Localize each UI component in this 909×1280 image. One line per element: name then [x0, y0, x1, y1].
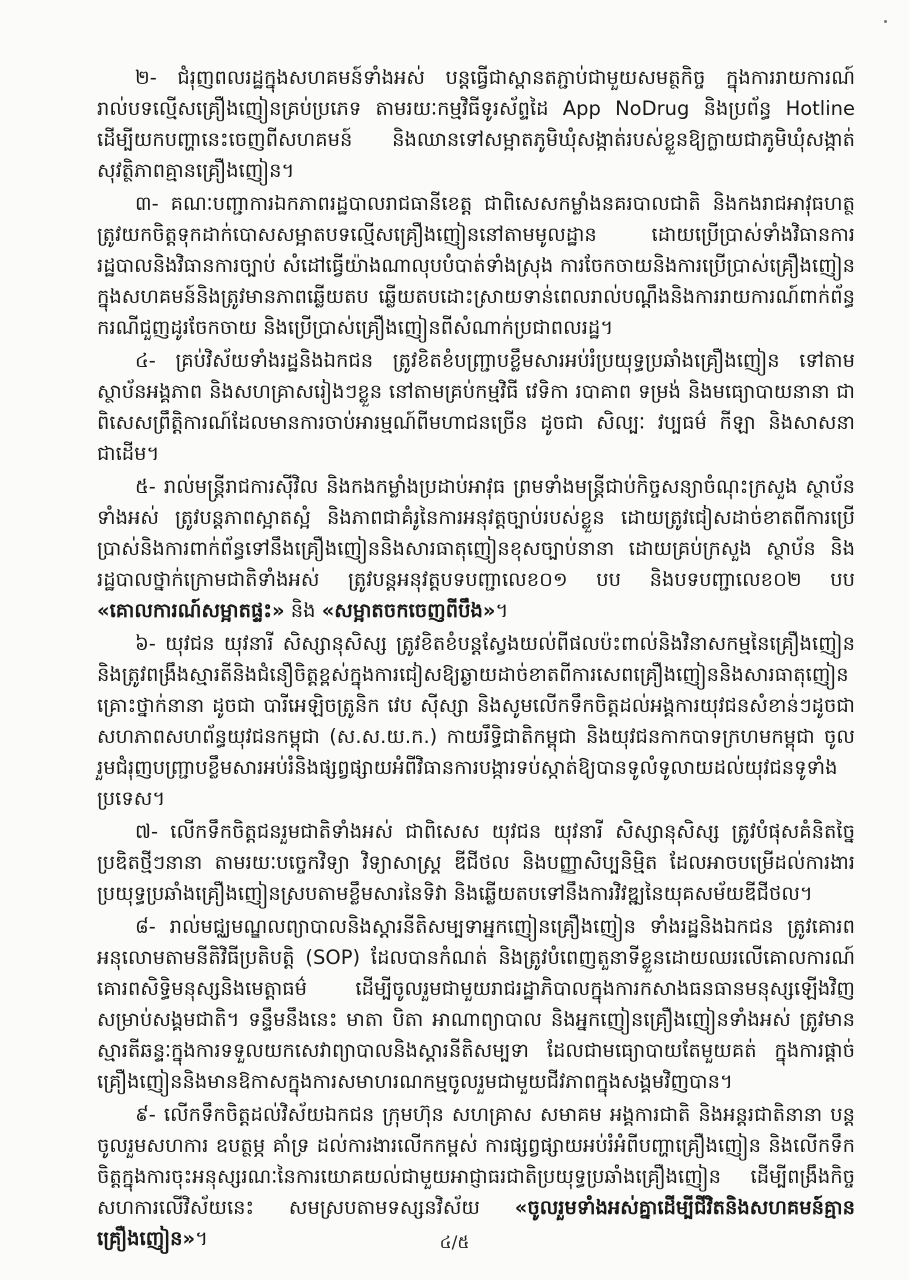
paragraph-6	[97, 628, 855, 814]
paragraph-5-slogan-1: «គោលការណ៍សម្អាតផ្ទះ»	[97, 599, 285, 622]
paragraph-9-end: ។	[195, 1227, 208, 1250]
paragraph-7-text: ៧- លើកទឹកចិត្តជនរួមជាតិទាំងអស់ ជាពិសេស យុវជន យុវនារី សិស្សានុសិស្ស ត្រូវបំផុសគំនិតច្នៃប្រឌិតថ្មីៗនានា តាមរយៈបច្ចេកវិទ្យា វិទ្យាសាស្ត្រ ឌីជីថល និងបញ្ញាសិប្បនិម្មិត ដែលអាចបម្រើដល់ការងារប្រយុទ្ធប្រឆាំងគ្រឿងញៀនស្របតាមខ្លឹមសារនៃទិវា និងឆ្លើយតបទៅនឹងការវិវឌ្ឍនៃយុគសម័យឌីជីថល។	[97, 820, 855, 905]
paragraph-5-end: ។	[495, 599, 509, 622]
paragraph-2-text: ២- ជំរុញពលរដ្ឋក្នុងសហគមន៍ទាំងអស់ បន្តធ្វើជាស្ពានតភ្ជាប់ជាមួយសមត្ថកិច្ច ក្នុងការរាយការណ៍រាល់បទល្មើសគ្រឿងញៀនគ្រប់ប្រភេទ តាមរយៈកម្មវិធីទូរស័ព្ទដៃ App NoDrug និងប្រព័ន្ធ Hotline ដើម្បីយកបញ្ហានេះចេញពីសហគមន៍ និងឈានទៅសម្អាតភូមិឃុំសង្កាត់របស់ខ្លួនឱ្យក្លាយជាភូមិឃុំសង្កាត់សុវត្ថិភាពគ្មានគ្រឿងញៀន។	[97, 66, 855, 182]
paragraph-8	[97, 911, 855, 1097]
paragraph-3-text: ៣- គណៈបញ្ជាការឯកភាពរដ្ឋបាលរាជធានីខេត្ត ជាពិសេសកម្លាំងនគរបាលជាតិ និងកងរាជអាវុធហត្ថត្រូវយកចិត្តទុកដាក់បោសសម្អាតបទល្មើសគ្រឿងញៀននៅតាមមូលដ្ឋាន ដោយប្រើប្រាស់ទាំងវិធានការរដ្ឋបាលនិងវិធានការច្បាប់ សំដៅធ្វើយ៉ាងណាលុបបំបាត់ទាំងស្រុង ការចែកចាយនិងការប្រើប្រាស់គ្រឿងញៀនក្នុងសហគមន៍និងត្រូវមានភាពឆ្លើយតប ឆ្លើយតបដោះស្រាយទាន់ពេលរាល់បណ្ដឹងនិងការរាយការណ៍ពាក់ព័ន្ធករណីជួញដូរចែកចាយ និងប្រើប្រាស់គ្រឿងញៀនពីសំណាក់ប្រជាពលរដ្ឋ។	[97, 192, 855, 339]
paragraph-5-text: ៥- រាល់មន្ត្រីរាជការស៊ីវិល និងកងកម្លាំងប្រដាប់អាវុធ ព្រមទាំងមន្ត្រីជាប់កិច្ចសន្យាចំណុះក្រសួង ស្ថាប័នទាំងអស់ ត្រូវបន្តភាពស្អាតស្អំ និងភាពជាគំរូនៃការអនុវត្តច្បាប់របស់ខ្លួន ដោយត្រូវជៀសដាច់ខាតពីការប្រើប្រាស់និងការពាក់ព័ន្ធទៅនឹងគ្រឿងញៀននិងសារធាតុញៀនខុសច្បាប់នានា ដោយគ្រប់ក្រសួង ស្ថាប័ន និងរដ្ឋបាលថ្នាក់ក្រោមជាតិទាំងអស់ ត្រូវបន្តអនុវត្តបទបញ្ជាលេខ០១ បប និងបទបញ្ជាលេខ០២ បប	[97, 475, 855, 591]
paragraph-5-conjunction: និង	[284, 599, 322, 622]
scan-speck	[884, 20, 887, 23]
paragraph-5	[97, 471, 855, 626]
paragraph-9-text: ៩- លើកទឹកចិត្តដល់វិស័យឯកជន ក្រុមហ៊ុន សហគ្រាស សមាគម អង្គការជាតិ និងអន្តរជាតិនានា បន្តចូលរួមសហការ ឧបត្ថម្ភ គាំទ្រ ដល់ការងារលើកកម្ពស់ ការផ្សព្វផ្សាយអប់រំអំពីបញ្ហាគ្រឿងញៀន និងលើកទឹកចិត្តក្នុងការចុះអនុស្សរណៈនៃការយោគយល់ជាមួយអាជ្ញាធរជាតិប្រយុទ្ធប្រឆាំងគ្រឿងញៀន ដើម្បីពង្រឹងកិច្ចសហការលើវិស័យនេះ សមស្របតាមទស្សនវិស័យ	[97, 1103, 855, 1219]
paragraph-9	[97, 1099, 855, 1254]
paragraph-4-text: ៤- គ្រប់វិស័យទាំងរដ្ឋនិងឯកជន ត្រូវខិតខំបញ្ជ្រាបខ្លឹមសារអប់រំប្រយុទ្ធប្រឆាំងគ្រឿងញៀន ទៅតាមស្ថាប័នអង្គភាព និងសហគ្រាសរៀងៗខ្លួន នៅតាមគ្រប់កម្មវិធី វេទិកា របាគាព ទម្រង់ និងមធ្យោបាយនានា ជាពិសេសព្រឹត្តិការណ៍ដែលមានការចាប់អារម្មណ៍ពីមហាជនច្រើន ដូចជា សិល្បៈ វប្បធម៌ កីឡា និងសាសនា ជាដើម។	[97, 349, 855, 465]
paragraph-7	[97, 816, 855, 909]
paragraph-8-text: ៨- រាល់មជ្ឈមណ្ឌលព្យាបាលនិងស្តារនីតិសម្បទាអ្នកញៀនគ្រឿងញៀន ទាំងរដ្ឋនិងឯកជន ត្រូវគោរពអនុលោមតាមនីតិវិធីប្រតិបត្តិ (SOP) ដែលបានកំណត់ និងត្រូវបំពេញតួនាទីខ្លួនដោយឈរលើគោលការណ៍គោរពសិទ្ធិមនុស្សនិងមេត្តាធម៌ ដើម្បីចូលរួមជាមួយរាជរដ្ឋាភិបាលក្នុងការកសាងធនធានមនុស្សឡើងវិញសម្រាប់សង្គមជាតិ។ ទន្ទឹមនឹងនេះ មាតា បិតា អាណាព្យាបាល និងអ្នកញៀនគ្រឿងញៀនទាំងអស់ ត្រូវមានស្មារតីឆន្ទៈក្នុងការទទួលយកសេវាព្យាបាលនិងស្តារនីតិសម្បទា ដែលជាមធ្យោបាយតែមួយគត់ ក្នុងការផ្ដាច់គ្រឿងញៀននិងមានឱកាសក្នុងការសមាហរណកម្មចូលរួមជាមួយជីវភាពក្នុងសង្គមវិញបាន។	[97, 915, 855, 1093]
paragraph-2	[97, 62, 855, 186]
document-body	[97, 62, 855, 1256]
page-number: ៤/៥	[439, 1233, 470, 1253]
paragraph-6-text: ៦- យុវជន យុវនារី សិស្សានុសិស្ស ត្រូវខិតខំបន្តស្វែងយល់ពីផលប៉ះពាល់និងវិនាសកម្មនៃគ្រឿងញៀននិងត្រូវពង្រឹងស្មារតីនិងជំនឿចិត្តខ្ពស់ក្នុងការជៀសឱ្យឆ្ងាយដាច់ខាតពីការសេពគ្រឿងញៀននិងសារធាតុញៀនគ្រោះថ្នាក់នានា ដូចជា បារីអេឡិចត្រូនិក វេប ស៊ីស្សា និងសូមលើកទឹកចិត្តដល់អង្គការយុវជនសំខាន់ៗដូចជាសហភាពសហព័ន្ធយុវជនកម្ពុជា (ស.ស.យ.ក.) កាយរឹទ្ធិជាតិកម្ពុជា និងយុវជនកាកបាទក្រហមកម្ពុជា ចូលរួមជំរុញបញ្ជ្រាបខ្លឹមសារអប់រំនិងផ្សព្វផ្សាយអំពីវិធានការបង្ការទប់ស្កាត់ឱ្យបានទូលំទូលាយដល់យុវជនទូទាំងប្រទេស។	[97, 632, 855, 810]
paragraph-9-slogan: «ចូលរួមទាំងអស់គ្នាដើម្បីជីវិតនិងសហគមន៍គ្មានគ្រឿងញៀន»	[97, 1196, 855, 1250]
paragraph-4	[97, 345, 855, 469]
paragraph-5-slogan-2: «សម្អាតចកចេញពីបឹង»	[321, 599, 496, 622]
paragraph-3	[97, 188, 855, 343]
